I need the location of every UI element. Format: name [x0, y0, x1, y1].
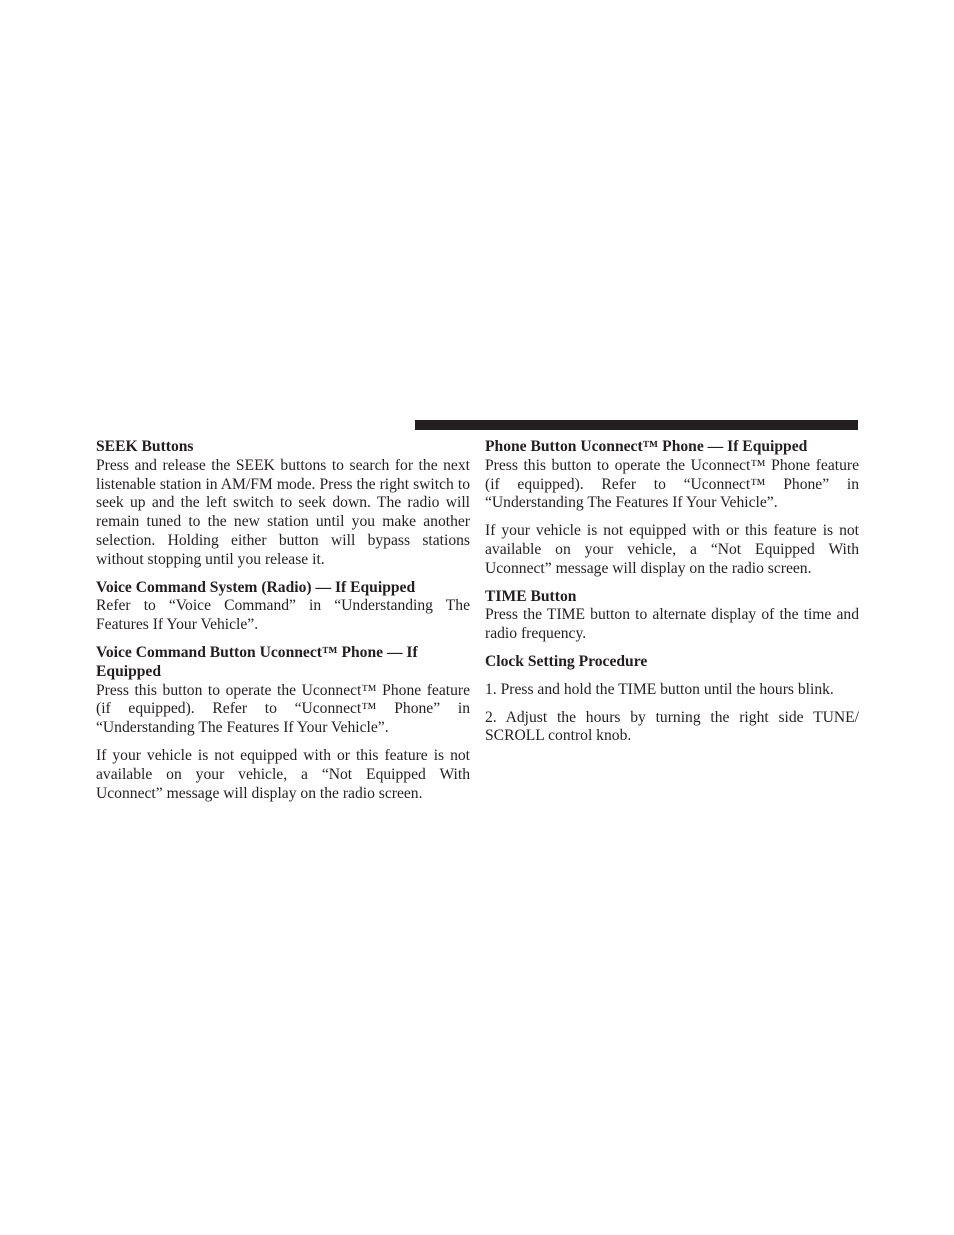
- section-heading: Clock Setting Procedure: [485, 652, 648, 670]
- section-seek-buttons: [96, 438, 470, 570]
- section-clock-setting-procedure: [485, 653, 859, 746]
- section-heading: Voice Command Button Uconnect™ Phone — If Equipped: [96, 643, 418, 680]
- right-column: [485, 438, 859, 755]
- section-heading: SEEK Buttons: [96, 438, 194, 455]
- section-paragraph: Press the TIME button to alternate display of the time and radio frequency.: [485, 606, 859, 643]
- section-phone-button: [485, 438, 859, 579]
- header-rule-bar: [415, 420, 858, 430]
- section-paragraph: Press this button to operate the Uconnect™ Phone feature (if equipped). Refer to “Uconnect™ Phone” in “Understanding The Features If Your Vehicle”.: [485, 456, 859, 512]
- section-paragraph: Press this button to operate the Uconnect™ Phone feature (if equipped). Refer to “Uconnect™ Phone” in “Understanding The Features If Your Vehicle”.: [96, 681, 470, 737]
- section-paragraph: If your vehicle is not equipped with or this feature is not available on your vehicle, a “Not Equipped With Uconnect” message will display on the radio screen.: [485, 522, 859, 577]
- section-heading: TIME Button: [485, 587, 577, 605]
- section-voice-command-button: [96, 644, 470, 803]
- section-paragraph: Press and release the SEEK buttons to search for the next listenable station in AM/FM mode. Press the right switch to seek up and the left switch to seek down. The radio will remain tuned to the new station until you make another selection. Holding either button will bypass stations without stopping until you release it.: [96, 456, 470, 568]
- section-heading: Phone Button Uconnect™ Phone — If Equipped: [485, 438, 808, 455]
- procedure-step: 2. Adjust the hours by turning the right side TUNE/ SCROLL control knob.: [485, 708, 859, 745]
- section-heading: Voice Command System (Radio) — If Equipped: [96, 578, 416, 596]
- section-time-button: [485, 588, 859, 644]
- left-column: [96, 438, 470, 812]
- section-paragraph: Refer to “Voice Command” in “Understanding The Features If Your Vehicle”.: [96, 597, 470, 634]
- section-voice-command-system: [96, 579, 470, 635]
- procedure-step: 1. Press and hold the TIME button until the hours blink.: [485, 680, 834, 698]
- section-paragraph: If your vehicle is not equipped with or this feature is not available on your vehicle, a “Not Equipped With Uconnect” message will display on the radio screen.: [96, 746, 470, 802]
